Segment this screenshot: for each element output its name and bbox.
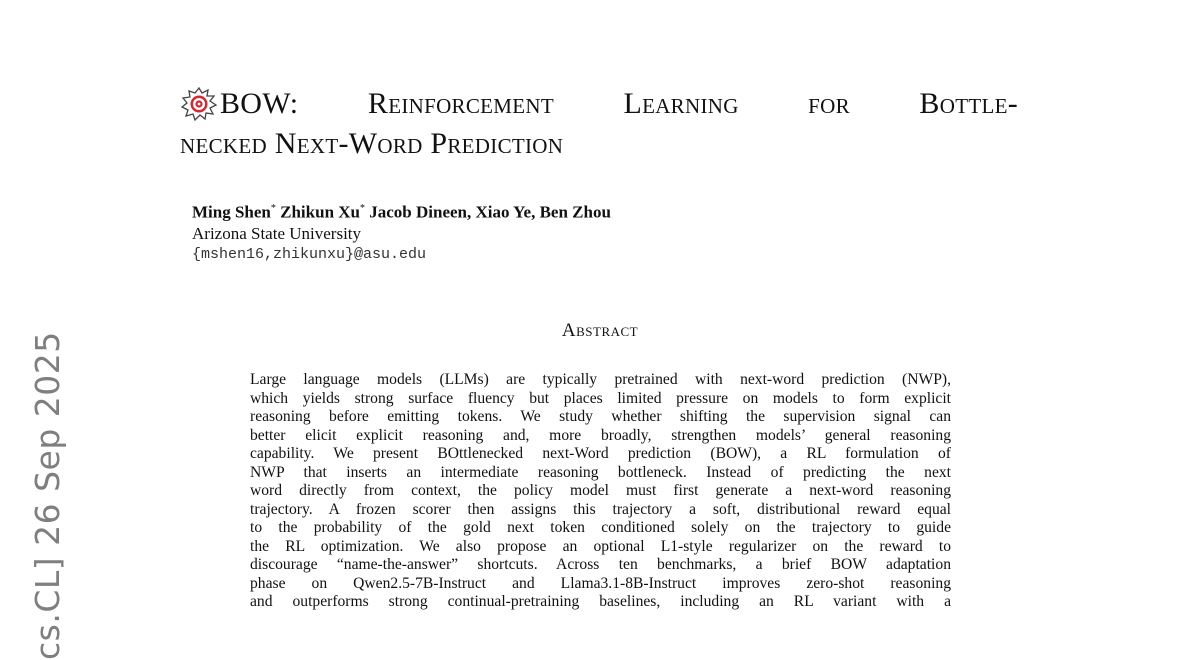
paper-title (180, 84, 1018, 164)
title-word: Learning (623, 87, 739, 120)
abstract-line: discourage “name-the-answer” shortcuts. Across ten benchmarks, a brief BOW adaptation (250, 556, 951, 573)
abstract-line: capability. We present BOttlenecked next-Word prediction (BOW), a RL formulation of (250, 445, 951, 462)
equal-contribution-mark: * (360, 203, 366, 214)
equal-contribution-mark: * (270, 203, 276, 214)
author-name: Jacob Dineen, Xiao Ye, Ben Zhou (369, 202, 611, 222)
title-word: BOW: (220, 87, 299, 120)
title-word: Bottle- (919, 87, 1018, 120)
title-word: Reinforcement (367, 87, 554, 120)
abstract-line: and outperforms strong continual-pretraining baselines, including an RL variant with a (250, 593, 951, 610)
abstract-line: better elicit explicit reasoning and, more broadly, strengthen models’ general reasoning (250, 426, 951, 444)
abstract-line: the RL optimization. We also propose an optional L1-style regularizer on the reward to (250, 537, 951, 555)
abstract-heading: Abstract (561, 320, 639, 341)
title-line-2: necked Next-Word Prediction (180, 127, 564, 160)
arxiv-side-stamp: cs.CL] 26 Sep 2025 (28, 331, 67, 660)
abstract-body (250, 371, 951, 612)
abstract-line: phase on Qwen2.5-7B-Instruct and Llama3.1-8B-Instruct improves zero-shot reasoning (250, 574, 951, 592)
abstract-line: NWP that inserts an intermediate reasoning bottleneck. Instead of predicting the next (250, 463, 951, 481)
abstract-line: trajectory. A frozen scorer then assigns this trajectory a soft, distributional reward equal (250, 500, 951, 518)
author-email: {mshen16,zhikunxu}@asu.edu (192, 245, 427, 263)
author-block (192, 198, 611, 265)
abstract-line: to the probability of the gold next token conditioned solely on the trajectory to guide (250, 519, 951, 536)
author-name: Zhikun Xu (280, 202, 361, 222)
affiliation: Arizona State University (192, 223, 362, 243)
abstract-line: word directly from context, the policy model must first generate a next-word reasoning (250, 482, 951, 499)
abstract-line: which yields strong surface fluency but places limited pressure on models to form explicit (250, 389, 951, 407)
target-burst-icon (180, 87, 218, 121)
author-names (192, 198, 611, 223)
abstract-line: reasoning before emitting tokens. We study whether shifting the supervision signal can (250, 408, 951, 425)
title-word: for (808, 87, 850, 120)
author-name: Ming Shen (192, 202, 271, 222)
abstract-line: Large language models (LLMs) are typically pretrained with next-word prediction (NWP), (250, 371, 951, 388)
